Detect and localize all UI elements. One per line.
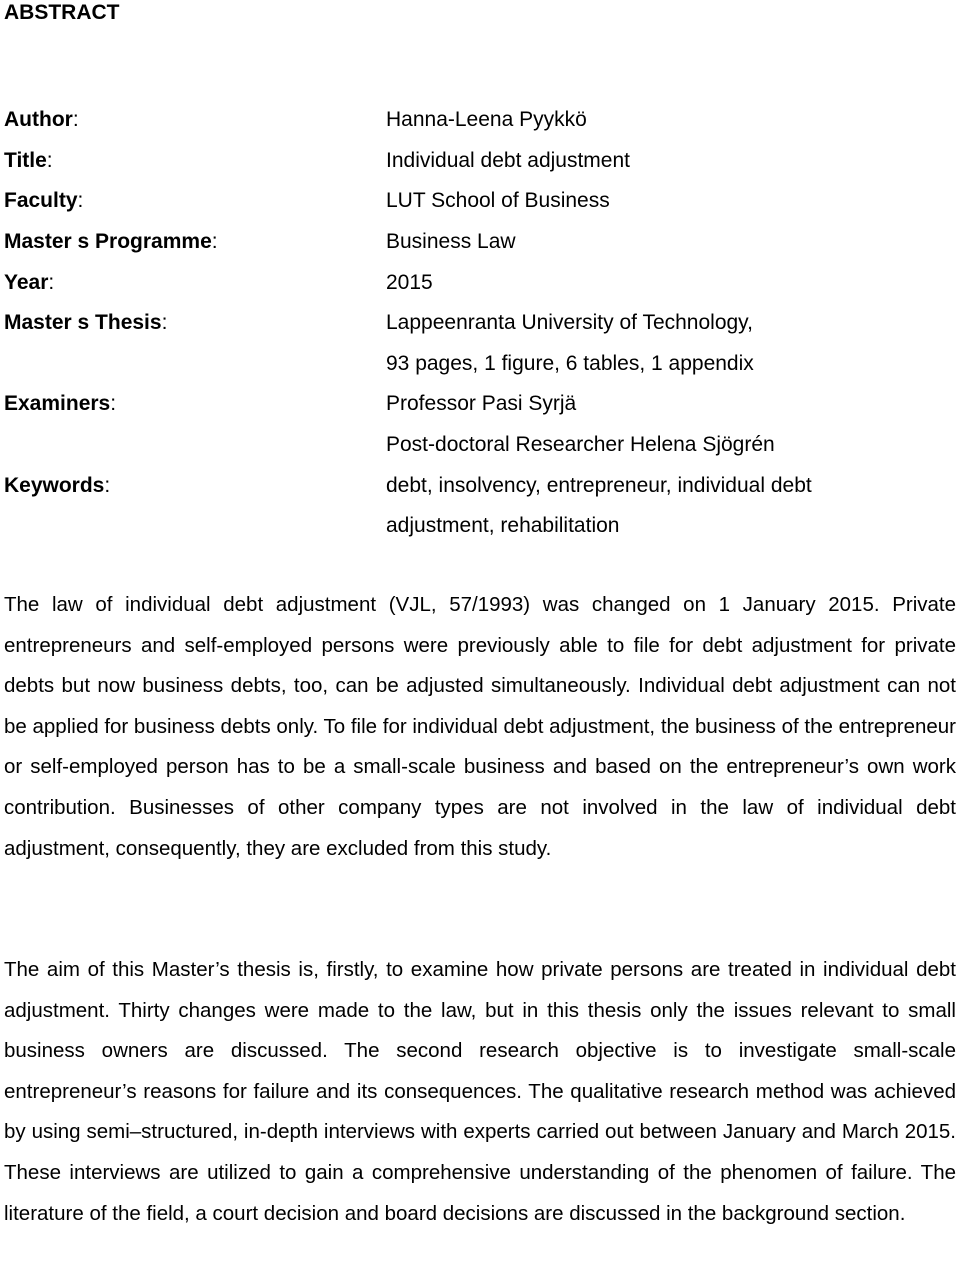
meta-row-year xyxy=(4,262,954,303)
meta-label-text: Title xyxy=(4,148,47,172)
meta-value: Professor Pasi Syrjä xyxy=(386,392,577,416)
meta-value: debt, insolvency, entrepreneur, individual debt xyxy=(386,473,812,497)
meta-label-colon: : xyxy=(110,392,117,416)
meta-label xyxy=(4,149,386,173)
meta-row-thesis xyxy=(4,303,954,344)
meta-value: Individual debt adjustment xyxy=(386,148,630,172)
meta-label-colon: : xyxy=(104,473,111,497)
meta-label xyxy=(4,392,386,416)
meta-value: Business Law xyxy=(386,230,516,254)
meta-value: 93 pages, 1 figure, 6 tables, 1 appendix xyxy=(386,351,754,375)
meta-value: Post-doctoral Researcher Helena Sjögrén xyxy=(386,433,775,457)
meta-label-text: Examiners xyxy=(4,392,111,416)
meta-label xyxy=(4,311,386,335)
meta-label xyxy=(4,271,386,295)
meta-label-colon: : xyxy=(77,189,84,213)
meta-row-examiners xyxy=(4,384,954,425)
meta-label xyxy=(4,474,386,498)
meta-label-text: Keywords xyxy=(4,473,105,497)
abstract-paragraph-1: The law of individual debt adjustment (VJL, 57/1993) was changed on 1 January 2015. Private entrepreneurs and self-employed persons were previously able to file for debt adjustment for private debts but now business debts, too, can be adjusted simultaneously. Individual debt adjustment can not be applied for business debts only. To file for individual debt adjustment, the business of the entrepreneur or self-employed person has to be a small-scale business and based on the entrepreneur’s own work contribution. Businesses of other company types are not involved in the law of individual debt adjustment, consequently, they are excluded from this study. xyxy=(4,593,956,860)
meta-row-title xyxy=(4,141,954,182)
meta-label-text: Author xyxy=(4,108,73,132)
meta-label xyxy=(4,189,386,213)
meta-row-examiners-continued xyxy=(4,425,954,466)
meta-row-thesis-continued xyxy=(4,344,954,385)
meta-row-keywords xyxy=(4,465,954,506)
meta-label-text: Master s Programme xyxy=(4,230,212,254)
meta-row-faculty xyxy=(4,181,954,222)
meta-label-colon: : xyxy=(161,311,168,335)
thesis-metadata xyxy=(4,100,954,547)
meta-label-colon: : xyxy=(72,108,79,132)
meta-label-text: Year xyxy=(4,270,49,294)
meta-value: LUT School of Business xyxy=(386,189,610,213)
meta-label-colon: : xyxy=(48,270,55,294)
meta-label-text: Faculty xyxy=(4,189,78,213)
meta-value: Lappeenranta University of Technology, xyxy=(386,311,753,335)
meta-value: adjustment, rehabilitation xyxy=(386,514,620,538)
meta-row-keywords-continued xyxy=(4,506,954,547)
page-title: ABSTRACT xyxy=(4,1,120,24)
meta-label-colon: : xyxy=(211,230,218,254)
meta-value: Hanna-Leena Pyykkö xyxy=(386,108,587,132)
meta-label-colon: : xyxy=(46,148,53,172)
meta-value: 2015 xyxy=(386,270,433,294)
meta-label xyxy=(4,108,386,132)
meta-row-author xyxy=(4,100,954,141)
abstract-paragraph-2: The aim of this Master’s thesis is, firstly, to examine how private persons are treated in individual debt adjustment. Thirty changes were made to the law, but in this thesis only the issues relevant to small business owners are discussed. The second research objective is to investigate small-scale entrepreneur’s reasons for failure and its consequences. The qualitative research method was achieved by using semi–structured, in-depth interviews with experts carried out between January and March 2015. These interviews are utilized to gain a comprehensive understanding of the phenomen of failure. The literature of the field, a court decision and board decisions are discussed in the background section. xyxy=(4,958,956,1225)
meta-label xyxy=(4,230,386,254)
meta-row-programme xyxy=(4,222,954,263)
meta-label-text: Master s Thesis xyxy=(4,311,162,335)
